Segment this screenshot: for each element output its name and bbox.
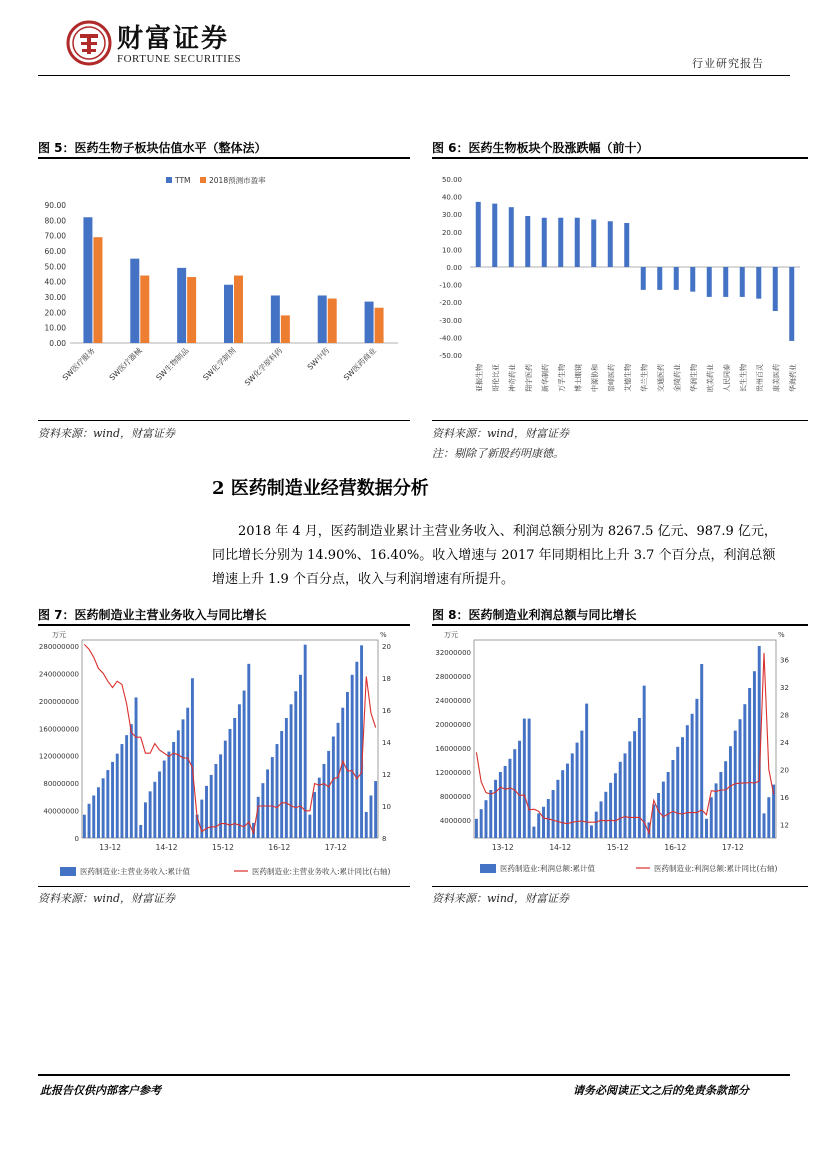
- fig7-bar: [130, 724, 133, 838]
- fig8-bar: [508, 759, 511, 838]
- fig7-bar: [266, 769, 269, 838]
- fig5-bar-ttm: [318, 295, 327, 343]
- fig6-ytick-label: 40.00: [441, 193, 462, 202]
- fig8-right-tick: 12: [780, 821, 789, 830]
- fig7-xtick-label: 14-12: [155, 843, 178, 852]
- fig7-xtick-label: 17-12: [324, 843, 347, 852]
- fig7-bar: [280, 731, 283, 838]
- fig5-bar-pe2018: [234, 276, 243, 343]
- fig6-bar: [575, 218, 580, 267]
- fig7-bar: [318, 778, 321, 838]
- fig8-bar: [614, 773, 617, 838]
- fig8-bar: [571, 753, 574, 838]
- fig8-bar: [513, 749, 516, 838]
- fig7-right-unit: %: [380, 631, 387, 639]
- fig6-ytick-label: 30.00: [441, 211, 462, 220]
- fig8-title: 图 8：医药制造业利润总额与同比增长: [432, 608, 637, 622]
- fig7-xtick-label: 13-12: [99, 843, 122, 852]
- fig7-bar: [365, 812, 368, 838]
- fig8-bar: [484, 800, 487, 838]
- fig7-bar: [186, 708, 189, 838]
- fig5-ytick-label: 10.00: [44, 323, 66, 333]
- fig5-legend-label: TTM: [175, 176, 191, 185]
- fig5-bar-ttm: [177, 268, 186, 343]
- fig5-bar-ttm: [130, 259, 139, 343]
- fig7-bar: [337, 723, 340, 838]
- fig8-bar: [532, 827, 535, 838]
- fig6-bar: [773, 267, 778, 311]
- fig8-bar: [595, 812, 598, 838]
- fig8-xtick-label: 13-12: [491, 843, 514, 852]
- fig8-left-tick: 4000000: [439, 817, 471, 825]
- fig8-bar: [576, 743, 579, 838]
- fig7-bar: [243, 691, 246, 838]
- fig7-right-tick: 18: [382, 675, 391, 683]
- fig6-category-label: 欧美药业: [706, 364, 715, 392]
- fig8-bar: [710, 797, 713, 838]
- fig7-bar: [327, 751, 330, 838]
- fig5-chart: [38, 160, 410, 418]
- fig7-right-tick: 10: [382, 803, 391, 811]
- fig6-bar: [542, 218, 547, 267]
- fig6-bar: [558, 218, 563, 267]
- fig5-bar-pe2018: [375, 308, 384, 343]
- fig5-title: 图 5：医药生物子板块估值水平（整体法）: [38, 141, 267, 155]
- fig7-bar: [351, 675, 354, 838]
- fig6-ytick-label: -40.00: [439, 334, 462, 343]
- fig8-bar: [494, 780, 497, 838]
- fig7-left-tick: 200000000: [38, 697, 79, 706]
- footer-divider: [38, 1074, 790, 1076]
- fig6-ytick-label: 50.00: [441, 176, 462, 184]
- fig8-right-tick: 32: [780, 684, 789, 693]
- fig7-right-tick: 20: [382, 643, 391, 651]
- fig8-bar: [504, 766, 507, 838]
- fig5-ytick-label: 70.00: [44, 231, 66, 241]
- fig5-category-label: SW医疗服务: [60, 346, 97, 383]
- fig7-bar: [83, 815, 86, 838]
- fig7-right-tick: 8: [382, 835, 387, 843]
- fig8-left-tick: 16000000: [435, 745, 471, 753]
- fig6-bar: [707, 267, 712, 297]
- fig8-bar: [724, 761, 727, 838]
- fig6-category-label: 康美医药: [772, 364, 781, 392]
- fig6-ytick-label: -30.00: [439, 316, 462, 325]
- fig7-left-tick: 120000000: [38, 752, 79, 761]
- fig8-bar: [552, 790, 555, 838]
- fig6-ytick-label: 10.00: [441, 246, 462, 255]
- fig8-bar: [580, 731, 583, 838]
- fig6-bar: [740, 267, 745, 297]
- fig8-bar: [590, 825, 593, 838]
- fig8-bar: [528, 719, 531, 838]
- fig5-ytick-label: 30.00: [44, 293, 66, 302]
- fig7-bar: [294, 691, 297, 838]
- fig8-bar: [767, 797, 770, 838]
- fig6-category-label: 神奇药业: [508, 364, 517, 392]
- fig6-bar: [624, 223, 629, 267]
- fig5-ytick-label: 90.00: [44, 201, 66, 210]
- fig7-right-tick: 14: [382, 739, 391, 747]
- fig7-bar: [285, 718, 288, 838]
- fig8-bar: [556, 780, 559, 838]
- fig8-bar: [748, 688, 751, 838]
- fig8-bar: [523, 719, 526, 838]
- fig7-left-tick: 40000000: [43, 807, 79, 816]
- fig5-category-label: SW医疗器械: [107, 346, 144, 383]
- fig5-category-label: SW化学制剂: [201, 346, 238, 383]
- fig7-right-tick: 16: [382, 707, 391, 715]
- report-type: 行业研究报告: [692, 57, 764, 70]
- fig6-bar: [674, 267, 679, 290]
- fig8-right-tick: 24: [780, 739, 789, 747]
- fortune-seal-icon: [66, 20, 112, 66]
- fig6-source: 资料来源：wind，财富证券: [432, 427, 570, 440]
- fig8-bar: [537, 813, 540, 838]
- fig7-bar: [271, 757, 274, 838]
- fig6-category-label: 万孚生物: [557, 364, 566, 392]
- fig6-category-label: 博士眼镜: [574, 364, 583, 392]
- fig5-legend-label: 2018预测市盈率: [209, 176, 266, 185]
- fig6-bar: [591, 219, 596, 267]
- fig8-bar: [695, 699, 698, 838]
- fig5-bottom-rule: [38, 420, 410, 421]
- fig8-bar: [475, 819, 478, 838]
- fig7-bar: [299, 675, 302, 838]
- fig8-xtick-label: 14-12: [549, 843, 572, 852]
- fig5-legend-swatch: [200, 177, 206, 183]
- fig8-bar: [585, 704, 588, 838]
- fig7-bar: [229, 729, 232, 838]
- fig7-left-unit: 万元: [52, 631, 66, 639]
- brand-name-cn: 财富证券: [117, 24, 230, 54]
- fig5-bar-pe2018: [93, 237, 102, 343]
- fig5-bar-ttm: [365, 302, 374, 343]
- fig7-legend-bar-swatch: [60, 867, 76, 876]
- fig7-source: 资料来源：wind，财富证券: [38, 892, 176, 905]
- fig7-bar: [247, 664, 250, 838]
- fig7-bar: [125, 735, 128, 838]
- fig7-bar: [102, 778, 105, 838]
- fig7-bar: [276, 744, 279, 838]
- fig6-bar: [690, 267, 695, 292]
- fig8-chart: [432, 626, 808, 884]
- fig8-bar: [542, 807, 545, 838]
- fig5-bar-ttm: [271, 295, 280, 343]
- fig8-xtick-label: 15-12: [606, 843, 629, 852]
- fig7-bar: [374, 781, 377, 838]
- fig6-ytick-label: -20.00: [439, 299, 462, 308]
- fig7-bar: [106, 770, 109, 838]
- fig7-bar: [308, 815, 311, 838]
- fig6-bar: [509, 207, 514, 267]
- fig7-bar: [139, 825, 142, 838]
- fig7-bar: [219, 754, 222, 838]
- fig7-bar: [261, 783, 264, 838]
- fig5-ytick-label: 50.00: [44, 262, 66, 272]
- fig8-bar: [705, 819, 708, 838]
- fig6-bar: [608, 221, 613, 267]
- fig7-bar: [88, 804, 91, 838]
- fig8-left-tick: 28000000: [435, 673, 471, 681]
- fig6-ytick-label: 0.00: [446, 264, 462, 272]
- fig5-ytick-label: 40.00: [44, 277, 66, 287]
- fig6-category-label: 华海药业: [788, 364, 797, 392]
- fig6-title: 图 6：医药生物板块个股涨跌幅（前十）: [432, 141, 649, 155]
- fig6-note: 注：剔除了新股药明康德。: [432, 447, 564, 460]
- fig8-bar: [700, 664, 703, 838]
- fig8-bar: [624, 753, 627, 838]
- fig7-bar: [149, 791, 152, 838]
- fig7-left-tick: 160000000: [38, 725, 79, 734]
- fig8-bottom-rule: [432, 886, 808, 887]
- fig6-ytick-label: -50.00: [439, 352, 462, 360]
- fig5-bar-pe2018: [328, 299, 337, 343]
- fig7-bar: [144, 802, 147, 838]
- fig6-bar: [525, 216, 530, 267]
- fig8-bar: [657, 793, 660, 838]
- fig7-right-tick: 12: [382, 771, 391, 779]
- fig7-left-tick: 0: [74, 835, 79, 843]
- fig8-bar: [609, 783, 612, 838]
- fig6-category-label: 新华制药: [541, 364, 550, 392]
- fig5-bar-pe2018: [187, 277, 196, 343]
- fig6-bar: [641, 267, 646, 290]
- fig7-xtick-label: 16-12: [268, 843, 291, 852]
- fig8-bar: [743, 704, 746, 838]
- fig5-source: 资料来源：wind，财富证券: [38, 427, 176, 440]
- fig8-xtick-label: 16-12: [664, 843, 687, 852]
- fig7-left-tick: 280000000: [38, 643, 79, 651]
- fig8-left-tick: 32000000: [435, 649, 471, 657]
- fig7-bar: [313, 792, 316, 838]
- fig6-bar: [723, 267, 728, 297]
- fig8-bar: [667, 772, 670, 838]
- fig6-category-label: 华润生物: [689, 364, 698, 392]
- fig7-bar: [182, 719, 185, 838]
- fig7-bar: [290, 704, 293, 838]
- fig7-bar: [210, 775, 213, 838]
- fig7-left-tick: 240000000: [38, 670, 79, 679]
- fig5-ytick-label: 60.00: [44, 247, 66, 256]
- fig7-bar: [111, 762, 114, 838]
- fig6-category-label: 金陵药业: [673, 364, 682, 392]
- fig7-bar: [92, 795, 95, 838]
- fig5-bar-pe2018: [140, 276, 149, 343]
- fig7-chart: [38, 626, 410, 884]
- fig7-bar: [323, 764, 326, 838]
- fig8-bar: [604, 792, 607, 838]
- fig6-category-label: 长生生物: [739, 364, 748, 392]
- fig6-category-label: 交通医药: [656, 364, 665, 392]
- fig8-left-tick: 8000000: [439, 793, 471, 801]
- section-paragraph: 2018 年 4 月，医药制造业累计主营业务收入、利润总额分别为 8267.5 亿元、987.9 亿元，同比增长分别为 14.90%、16.40%。收入增速与 2017 年同期相比上升 3.7 个百分点，利润总额增速上升 1.9 个百分点，收入与利润增速有所提升。: [212, 524, 777, 587]
- fig7-bar: [172, 742, 175, 838]
- fig8-bar: [633, 731, 636, 838]
- fig5-category-label: SW化学原料药: [242, 346, 285, 388]
- fig7-bar: [97, 787, 100, 838]
- fig6-top-rule: [432, 157, 808, 159]
- fig8-xtick-label: 17-12: [721, 843, 744, 852]
- fig7-title: 图 7：医药制造业主营业务收入与同比增长: [38, 608, 267, 622]
- fig7-bar: [153, 782, 156, 838]
- fig8-bar: [662, 782, 665, 838]
- fig8-bar: [676, 747, 679, 838]
- fig5-ytick-label: 0.00: [49, 339, 66, 348]
- footer-right: 请务必阅读正文之后的免责条款部分: [573, 1084, 749, 1097]
- fig6-ytick-label: 20.00: [441, 228, 462, 237]
- fig7-bar: [205, 786, 208, 838]
- fig8-right-tick: 36: [780, 656, 789, 665]
- fig6-category-label: 华兰生物: [640, 364, 649, 392]
- fig7-bar: [332, 737, 335, 838]
- fig7-left-tick: 80000000: [43, 780, 79, 789]
- fig6-bottom-rule: [432, 420, 808, 421]
- fig6-category-label: 哥伦比亚: [491, 364, 500, 392]
- fig8-legend-bar-label: 医药制造业:利润总额:累计值: [500, 864, 596, 873]
- fig7-legend-bar-label: 医药制造业:主营业务收入:累计值: [80, 867, 191, 876]
- fig7-bar: [355, 662, 358, 838]
- fig6-bar: [756, 267, 761, 299]
- fig8-right-tick: 20: [780, 766, 789, 775]
- fig7-bar: [257, 797, 260, 838]
- fig8-legend-line-label: 医药制造业:利润总额:累计同比(右轴): [654, 864, 778, 873]
- fig8-bar: [518, 741, 521, 838]
- fig8-bar: [638, 718, 641, 838]
- fig8-bar: [686, 725, 689, 838]
- fig7-bar: [177, 730, 180, 838]
- fig7-bar: [120, 744, 123, 838]
- fig5-legend-swatch: [166, 177, 172, 183]
- fig8-bar: [561, 770, 564, 838]
- footer-left: 此报告仅供内部客户参考: [40, 1084, 161, 1097]
- fig6-category-label: 亚振生物: [475, 364, 484, 392]
- fig8-left-tick: 20000000: [435, 721, 471, 729]
- fig6-category-label: 人民同泰: [722, 364, 731, 392]
- fig6-bar: [476, 202, 481, 267]
- fig5-bar-pe2018: [281, 315, 290, 343]
- fig8-right-tick: 16: [780, 793, 789, 802]
- fig7-bar: [167, 752, 170, 838]
- fig6-category-label: 景峰医药: [607, 364, 616, 392]
- fig8-bar: [763, 813, 766, 838]
- fig7-bottom-rule: [38, 886, 410, 887]
- fig8-bar: [739, 719, 742, 838]
- fig5-category-label: SW中药: [305, 346, 332, 372]
- fig8-bar: [480, 809, 483, 838]
- fig6-category-label: 中源协和: [590, 364, 599, 392]
- fig8-legend-bar-swatch: [480, 864, 496, 873]
- brand-name-en: FORTUNE SECURITIES: [117, 53, 242, 65]
- fig5-category-label: SW生物制品: [154, 346, 191, 383]
- fig8-bar: [643, 686, 646, 838]
- fig8-bar: [619, 762, 622, 838]
- fig7-bar: [163, 761, 166, 838]
- brand-logo: [66, 20, 112, 66]
- fig6-category-label: 翔宇医药: [524, 364, 533, 392]
- fig6-bar: [657, 267, 662, 290]
- fig8-left-unit: 万元: [444, 631, 458, 639]
- fig7-bar: [158, 771, 161, 838]
- fig8-bar: [719, 772, 722, 838]
- fig6-ytick-label: -10.00: [439, 281, 462, 290]
- fig8-right-unit: %: [778, 631, 785, 639]
- fig8-bar: [681, 737, 684, 838]
- fig7-bar: [116, 754, 119, 838]
- fig8-bar: [691, 714, 694, 838]
- fig7-bar: [191, 678, 194, 838]
- fig7-bar: [341, 708, 344, 838]
- fig8-bar: [499, 772, 502, 838]
- fig8-bar: [729, 746, 732, 838]
- fig8-left-tick: 12000000: [435, 769, 471, 777]
- fig5-category-label: SW医药商业: [341, 346, 378, 383]
- fig6-bar: [789, 267, 794, 341]
- fig8-source: 资料来源：wind，财富证券: [432, 892, 570, 905]
- fig5-ytick-label: 80.00: [44, 216, 66, 226]
- section-title: 2 医药制造业经营数据分析: [212, 478, 429, 499]
- fig5-bar-ttm: [224, 285, 233, 343]
- fig8-left-tick: 24000000: [435, 697, 471, 705]
- header-divider: [38, 75, 790, 76]
- fig7-bar: [233, 718, 236, 838]
- fig8-bar: [566, 764, 569, 838]
- fig8-right-tick: 28: [780, 711, 789, 720]
- fig8-bar: [628, 741, 631, 838]
- fig6-category-label: 艾德生物: [623, 364, 632, 392]
- fig7-bar: [369, 795, 372, 838]
- fig7-legend-line-label: 医药制造业:主营业务收入:累计同比(右轴): [252, 867, 391, 876]
- fig6-bar: [492, 204, 497, 267]
- fig7-bar: [346, 692, 349, 838]
- fig5-bar-ttm: [83, 217, 92, 343]
- fig6-category-label: 贵州百灵: [755, 364, 764, 392]
- fig5-ytick-label: 20.00: [44, 308, 66, 318]
- fig7-xtick-label: 15-12: [212, 843, 234, 852]
- fig5-top-rule: [38, 157, 410, 159]
- fig7-bar: [135, 697, 138, 838]
- fig8-bar: [489, 790, 492, 838]
- fig6-chart: [432, 160, 808, 418]
- fig8-bar: [671, 760, 674, 838]
- fig7-bar: [238, 704, 241, 838]
- fig8-bar: [753, 671, 756, 838]
